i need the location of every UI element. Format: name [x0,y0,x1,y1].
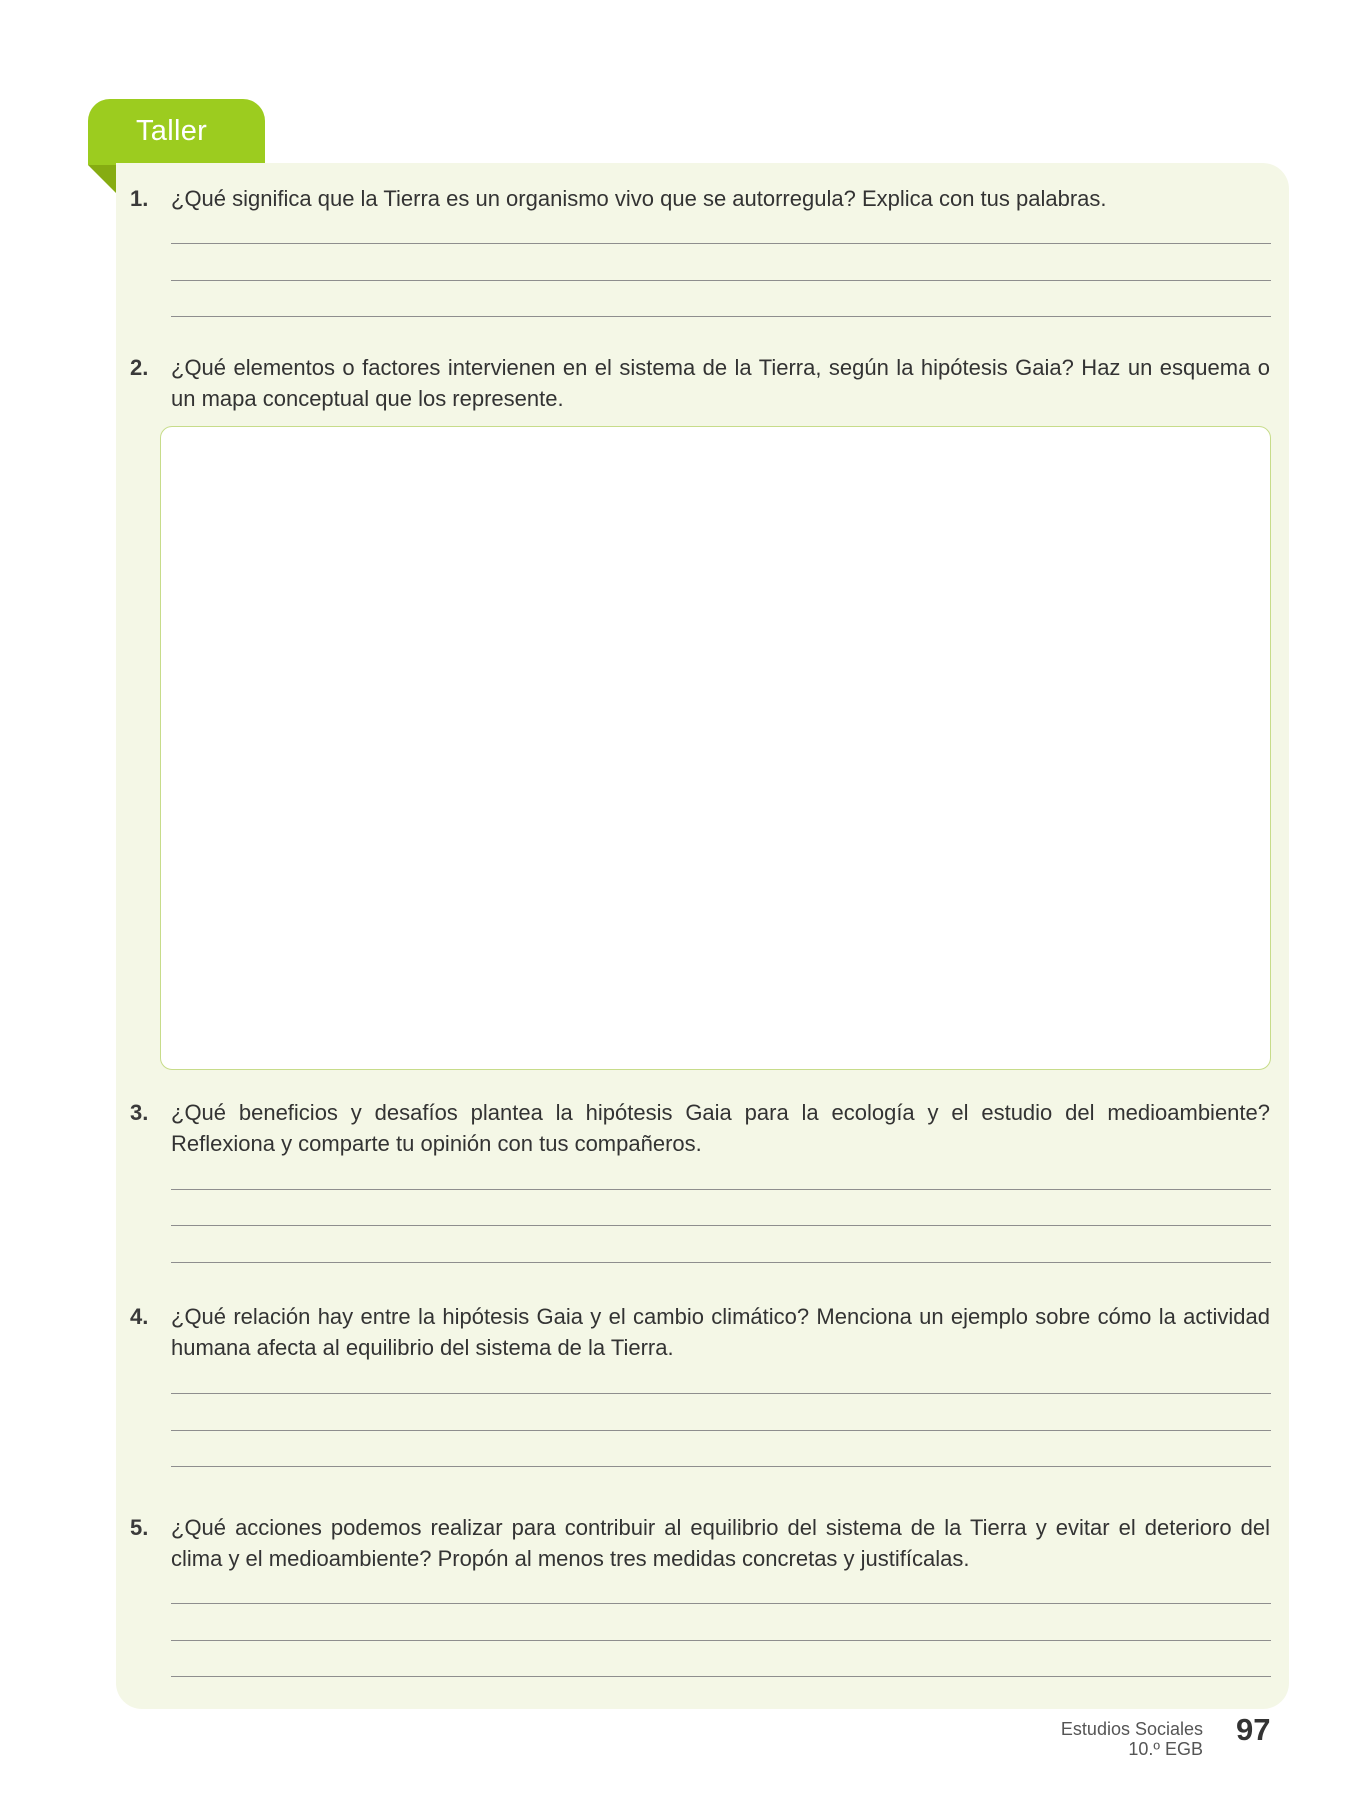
answer-line[interactable] [171,1676,1271,1677]
answer-line[interactable] [171,1430,1271,1431]
page-number: 97 [1236,1712,1271,1747]
answer-line[interactable] [171,280,1271,281]
footer-subject [1061,1719,1203,1759]
tab-fold [88,165,116,193]
subject-name: Estudios Sociales [1060,1719,1203,1739]
question-number: 5. [130,1515,149,1540]
answer-line[interactable] [171,1603,1271,1604]
question-number: 3. [130,1100,149,1125]
answer-line[interactable] [171,243,1271,244]
answer-line[interactable] [171,1262,1271,1263]
question-text: ¿Qué significa que la Tierra es un organismo vivo que se autorregula? Explica con tus palabras. [171,186,1107,211]
concept-map-drawing-area[interactable] [160,426,1271,1070]
answer-line[interactable] [171,1393,1271,1394]
answer-line[interactable] [171,1640,1271,1641]
question-text: ¿Qué relación hay entre la hipótesis Gaia y el cambio climático? Menciona un ejemplo sobre cómo la actividad humana afecta al equilibrio del sistema de la Tierra. [171,1304,1270,1360]
answer-line[interactable] [171,316,1271,317]
question-text: ¿Qué beneficios y desafíos plantea la hipótesis Gaia para la ecología y el estudio del medioambiente? Reflexiona y comparte tu opinión con tus compañeros. [171,1100,1270,1156]
grade-level: 10.º EGB [1128,1739,1203,1759]
question-2 [130,352,1270,414]
question-1 [130,183,1270,214]
question-number: 4. [130,1304,149,1329]
question-number: 2. [130,355,149,380]
section-tab: Taller [88,99,265,165]
question-number: 1. [130,186,149,211]
answer-line[interactable] [171,1466,1271,1467]
question-text: ¿Qué elementos o factores intervienen en el sistema de la Tierra, según la hipótesis Gaia? Haz un esquema o un mapa conceptual que los represente. [171,355,1270,411]
answer-line[interactable] [171,1225,1271,1226]
answer-line[interactable] [171,1189,1271,1190]
question-5 [130,1512,1270,1574]
question-4 [130,1301,1270,1363]
question-text: ¿Qué acciones podemos realizar para contribuir al equilibrio del sistema de la Tierra y evitar el deterioro del clima y el medioambiente? Propón al menos tres medidas concretas y justifícalas. [171,1515,1270,1571]
question-3 [130,1097,1270,1159]
